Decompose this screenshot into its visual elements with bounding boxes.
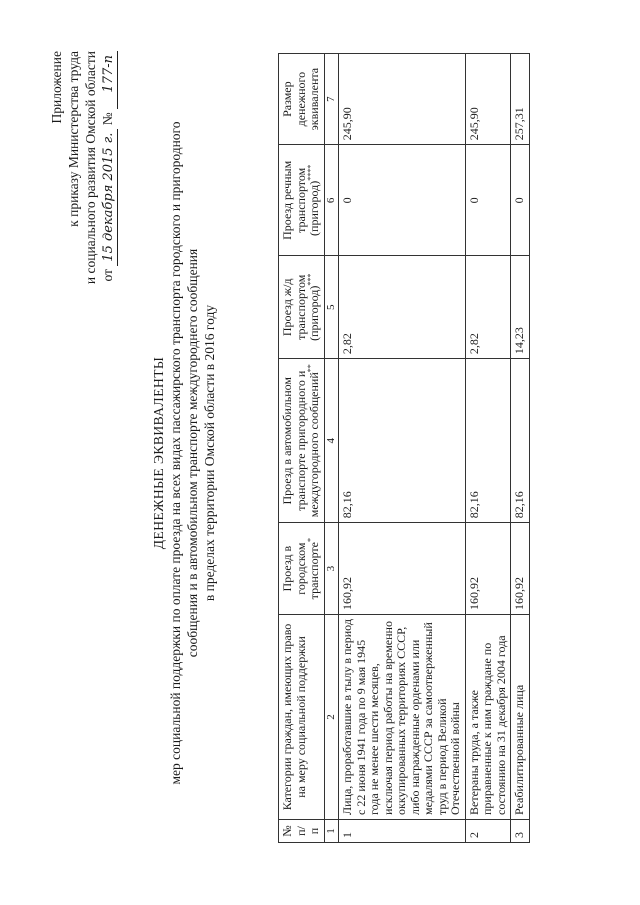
appendix-order-line: к приказу Министерства труда <box>66 50 81 227</box>
row-category: Реабилитированные лица <box>511 614 530 819</box>
appendix-ministry-line: и социального развития Омской области <box>83 50 98 284</box>
row-city-value: 160,92 <box>511 522 530 614</box>
appendix-block <box>48 51 118 284</box>
row-river-value: 0 <box>339 144 466 255</box>
header-number: № п/п <box>279 819 325 842</box>
document-title <box>150 63 218 843</box>
column-number: 5 <box>324 255 339 358</box>
column-number: 3 <box>324 522 339 614</box>
table-row <box>465 53 511 842</box>
handwritten-date: 15 декабря 2015 г. <box>100 128 118 265</box>
handwritten-number: 177-п <box>100 51 118 109</box>
row-city-value: 160,92 <box>465 522 511 614</box>
column-number: 7 <box>324 53 339 144</box>
row-rail-value: 14,23 <box>511 255 530 358</box>
column-number-row <box>324 53 339 842</box>
row-city-value: 160,92 <box>339 522 466 614</box>
row-number: 2 <box>465 819 511 842</box>
title-line-2: мер социальной поддержки по оплате проезда на всех видах пассажирского транспорта городского и пригородного <box>168 120 183 785</box>
title-line-4: в пределах территории Омской области в 2016 году <box>202 304 217 601</box>
column-number: 4 <box>324 358 339 522</box>
header-city-transport: Проезд в городском транспорте* <box>279 522 325 614</box>
header-category: Категории граждан, имеющих право на меру социальной поддержки <box>279 614 325 819</box>
row-rail-value: 2,82 <box>465 255 511 358</box>
header-equivalent-size: Размер денежного эквивалента <box>279 53 325 144</box>
row-auto-value: 82,16 <box>511 358 530 522</box>
row-total-value: 257,31 <box>511 53 530 144</box>
number-label: № <box>100 111 115 125</box>
row-rail-value: 2,82 <box>339 255 466 358</box>
column-number: 1 <box>324 819 339 842</box>
row-auto-value: 82,16 <box>339 358 466 522</box>
row-total-value: 245,90 <box>339 53 466 144</box>
appendix-title: Приложение <box>49 50 64 123</box>
row-number: 3 <box>511 819 530 842</box>
header-rail-transport: Проезд ж/д транспортом (пригород)*** <box>279 255 325 358</box>
from-label: от <box>100 268 115 282</box>
row-number: 1 <box>339 819 466 842</box>
row-category: Лица, проработавшие в тылу в период с 22 июня 1941 года по 9 мая 1945 года не менее шести месяцев, исключая период работы на временно оккупированных территориях СССР, либо награжденные орденами или медалями СССР за самоотверженный труд в период Великой Отечественной войны <box>339 614 466 819</box>
table-row <box>339 53 466 842</box>
header-row <box>279 53 325 842</box>
row-river-value: 0 <box>511 144 530 255</box>
rotated-document <box>20 23 620 883</box>
title-heading: ДЕНЕЖНЫЕ ЭКВИВАЛЕНТЫ <box>151 356 166 549</box>
equivalents-table <box>278 53 530 843</box>
header-river-transport: Проезд речным транспортом (пригород)**** <box>279 144 325 255</box>
row-auto-value: 82,16 <box>465 358 511 522</box>
column-number: 2 <box>324 614 339 819</box>
column-number: 6 <box>324 144 339 255</box>
row-total-value: 245,90 <box>465 53 511 144</box>
row-river-value: 0 <box>465 144 511 255</box>
header-auto-transport: Проезд в автомобильном транспорте пригородного и междугородного сообщений** <box>279 358 325 522</box>
title-line-3: сообщения и в автомобильном транспорте междугороднего сообщения <box>185 248 200 657</box>
appendix-date-line <box>99 51 118 284</box>
row-category: Ветераны труда, а также приравненные к ним граждане по состоянию на 31 декабря 2004 года <box>465 614 511 819</box>
table-row <box>511 53 530 842</box>
